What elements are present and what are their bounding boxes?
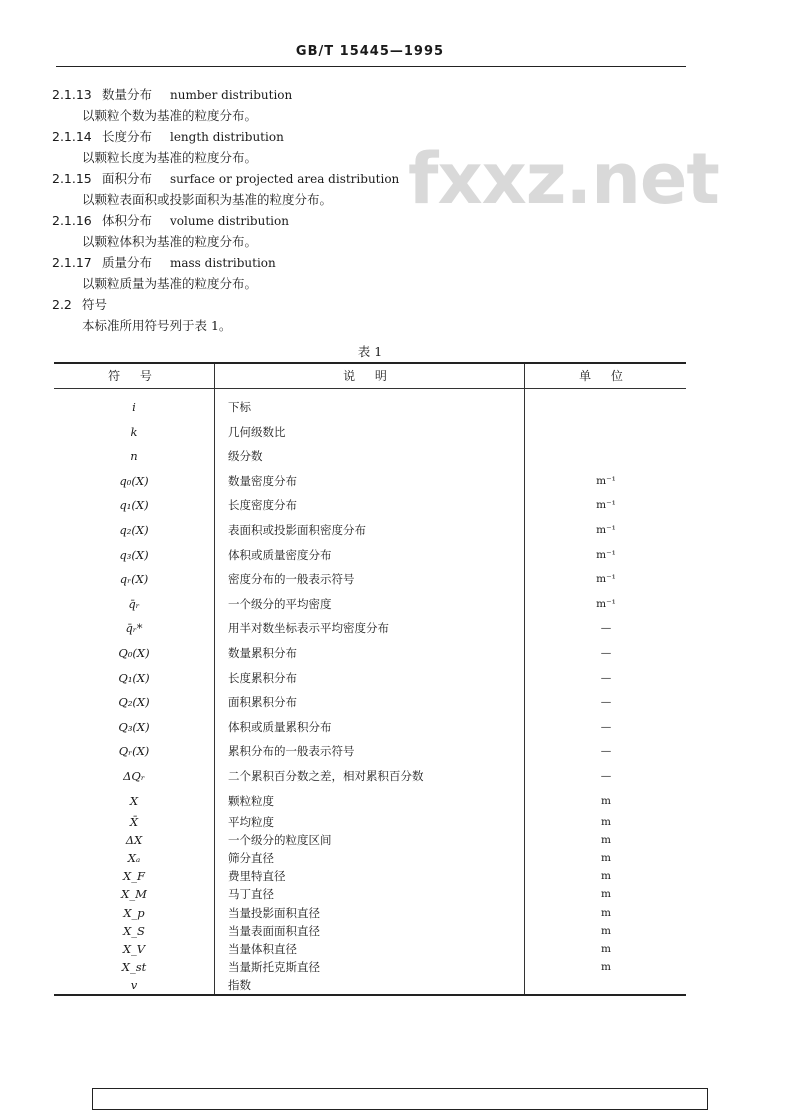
cell-symbol: X_F [123,869,145,884]
cell-description: 二个累积百分数之差，相对累积百分数 [228,769,424,783]
page-header: GB/T 15445—1995 [295,44,445,59]
cell-description: 级分数 [228,449,263,464]
cell-unit: m [601,906,611,919]
cell-description: 密度分布的一般表示符号 [228,572,355,587]
table-row [54,885,686,903]
header-description: 说 明 [343,369,395,383]
cell-symbol: Q₂(X) [118,695,150,710]
table-row [54,693,686,711]
cell-description: 下标 [228,400,251,414]
cell-symbol: q₀(X) [119,473,149,488]
cell-symbol: q₂(X) [119,523,149,537]
cell-description: 当量体积直径 [228,942,297,956]
cell-symbol: X_V [122,942,146,956]
cell-description: 当量表面面积直径 [228,923,320,938]
table-row [54,922,686,940]
cell-unit: m⁻¹ [596,524,616,536]
cell-description: 表面积或投影面积密度分布 [228,523,366,537]
cell-unit: — [600,647,612,659]
cell-description: 长度累积分布 [228,670,297,685]
definition-2-1-14 [52,126,692,168]
table-row [54,831,686,849]
cell-description: 几何级数比 [228,424,286,439]
definition-term-zh: 面积分布 [101,171,152,186]
cell-description: 用半对数坐标表示平均密度分布 [228,621,389,636]
cell-symbol: v [130,978,138,993]
definition-term-zh: 长度分布 [101,129,152,144]
table-row [54,904,686,922]
cell-symbol: k [130,424,138,439]
cell-symbol: q̄ᵣ* [125,621,143,636]
cell-symbol: X_st [121,960,147,975]
table-row [54,644,686,662]
cell-unit: — [600,622,612,635]
cell-unit: — [600,671,612,684]
cell-unit: m [601,870,611,883]
definition-number: 2.1.14 [52,129,92,144]
cell-unit: — [600,770,612,782]
cell-unit: — [600,696,612,709]
cell-description: 体积或质量密度分布 [228,547,332,562]
definition-number: 2.1.15 [52,171,92,186]
table-row [54,976,686,994]
section-heading [52,294,692,315]
cell-symbol: X [129,793,139,808]
definition-description: 以颗粒长度为基准的粒度分布。 [82,150,258,165]
cell-description: 指数 [228,978,251,993]
header-unit: 单 位 [579,369,631,383]
cell-symbol: i [132,400,136,414]
table-row [54,849,686,867]
cell-unit: m⁻¹ [596,597,616,610]
table-row [54,813,686,831]
definition-term-en: number distribution [169,88,293,102]
definition-2-1-13 [52,84,692,126]
definition-description: 以颗粒个数为基准的粒度分布。 [82,108,258,123]
table-row [54,619,686,637]
definition-2-1-16 [52,210,692,252]
definition-term-en: volume distribution [169,214,289,228]
cell-unit: m [601,833,611,846]
cell-symbol: Q₁(X) [118,670,150,685]
header-rule [56,66,686,67]
table-row [54,496,686,514]
cell-unit: m [601,815,611,828]
definition-number: 2.1.13 [52,87,92,102]
table-row [54,958,686,976]
cell-unit: m [601,888,611,901]
section-title: 符号 [81,297,107,312]
cell-description: 一个级分的粒度区间 [228,832,332,847]
cell-symbol: X̄ [129,814,139,829]
footer-frame [92,1088,708,1110]
table-row [54,792,686,810]
section-number: 2.2 [52,297,72,312]
table-row [54,423,686,441]
cell-symbol: ΔX [125,832,143,847]
cell-symbol: n [130,449,138,464]
cell-symbol: q₁(X) [119,498,149,513]
cell-symbol: Q₀(X) [118,646,150,660]
cell-description: 马丁直径 [228,887,274,902]
cell-description: 费里特直径 [228,869,286,884]
definition-2-1-17 [52,252,692,294]
cell-symbol: X_p [123,905,145,920]
cell-unit: — [600,745,612,758]
cell-unit: — [600,720,612,733]
cell-unit: m [601,961,611,974]
table-row [54,521,686,539]
table-row [54,718,686,736]
table-row [54,669,686,687]
cell-unit: m⁻¹ [596,499,616,512]
cell-description: 当量投影面积直径 [228,905,320,920]
cell-description: 面积累积分布 [228,695,297,710]
cell-unit: m⁻¹ [596,474,616,487]
cell-description: 累积分布的一般表示符号 [228,744,355,759]
cell-description: 颗粒粒度 [228,793,274,808]
table-row [54,472,686,490]
definition-term-en: mass distribution [169,256,276,270]
cell-unit: m [601,794,611,807]
cell-description: 长度密度分布 [228,498,297,513]
cell-symbol: Qᵣ(X) [118,744,150,759]
cell-symbol: ΔQᵣ [123,769,145,783]
definition-number: 2.1.16 [52,213,92,228]
table-caption: 表 1 [357,344,383,359]
section-intro: 本标准所用符号列于表 1。 [82,318,232,333]
definition-term-zh: 质量分布 [101,255,152,270]
cell-symbol: Xₐ [127,851,141,865]
cell-unit: m [601,943,611,955]
cell-symbol: qᵣ(X) [119,572,149,587]
watermark: fxxz.net [408,138,719,220]
definition-term-en: length distribution [169,130,284,144]
table-row [54,767,686,785]
table-row [54,546,686,564]
definition-description: 以颗粒表面积或投影面积为基准的粒度分布。 [82,192,333,207]
definition-description: 以颗粒体积为基准的粒度分布。 [82,234,258,249]
cell-description: 平均粒度 [228,814,274,829]
definition-term-en: surface or projected area distribution [169,172,400,186]
header-divider [54,388,686,389]
cell-symbol: q̄ᵣ [128,596,140,611]
cell-description: 当量斯托克斯直径 [228,960,320,975]
cell-unit: m⁻¹ [596,548,616,561]
cell-unit: m [601,924,611,937]
cell-description: 一个级分的平均密度 [228,596,332,611]
cell-unit: m⁻¹ [596,573,616,586]
cell-symbol: X_S [123,923,145,938]
table-row [54,570,686,588]
table-row [54,447,686,465]
definition-2-1-15 [52,168,692,210]
definition-description: 以颗粒质量为基准的粒度分布。 [82,276,258,291]
cell-description: 数量密度分布 [228,473,297,488]
cell-description: 数量累积分布 [228,646,297,660]
table-row [54,867,686,885]
table-row [54,742,686,760]
cell-symbol: q₃(X) [119,547,149,562]
table-row [54,595,686,613]
header-symbol: 符 号 [108,369,160,383]
definitions-list [52,84,692,336]
cell-symbol: X_M [121,887,147,902]
cell-description: 体积或质量累积分布 [228,719,332,734]
cell-description: 筛分直径 [228,851,274,865]
table-row [54,940,686,958]
cell-symbol: Q₃(X) [118,719,150,734]
definition-number: 2.1.17 [52,255,92,270]
cell-unit: m [601,852,611,864]
definition-term-zh: 数量分布 [101,87,152,102]
symbol-table [54,362,686,996]
definition-term-zh: 体积分布 [101,213,152,228]
table-row [54,398,686,416]
